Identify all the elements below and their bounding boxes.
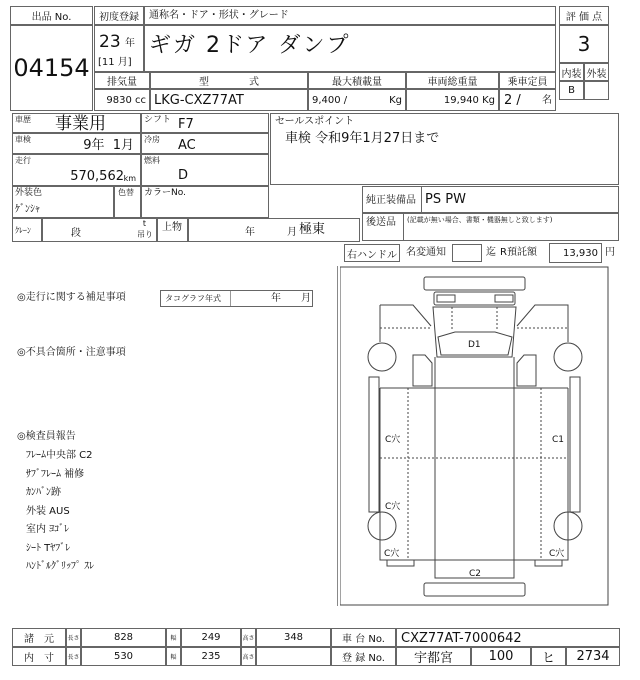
model-label: 型 式 [150,72,308,89]
crane-t: t [142,219,146,228]
body-label-cell [157,218,188,242]
recycle-label: R預託額 [500,247,537,258]
width-label: 幅 [166,628,181,647]
color-no-label: カラーNo. [144,188,186,198]
mileage-unit: km [123,174,136,183]
body-label: 上物 [162,222,182,233]
equipment-value: PS PW [425,192,466,207]
ac-label: 冷房 [144,135,160,144]
color-cell [12,186,114,218]
vehicle-name: ギガ 2ドア ダンプ [149,33,351,58]
first-reg-label: 初度登録 [94,6,144,25]
ac: AC [178,138,196,153]
displacement-label: 排気量 [94,72,150,89]
sales-point-box [270,113,619,185]
rhd-badge: 右ハンドル [344,244,400,262]
mark-left-side: C穴 [385,435,401,445]
score-label: 評 価 点 [559,6,609,25]
height-label: 高さ [241,628,256,647]
tacho-label: タコグラフ年式 [165,294,221,303]
gross-weight-cell [406,89,499,111]
interior-label: 内装 [559,63,584,81]
ac-cell [141,133,269,154]
lot-no-label: 出品 No. [10,6,93,25]
spec-width: 249 [181,628,241,647]
capacity-label: 乗車定員 [499,72,556,89]
inner-height [256,647,331,666]
mark-right-rear-corner: C穴 [549,549,565,559]
chassis-label: 車 台 No. [331,628,396,647]
exterior-grade [584,81,609,100]
first-reg-month: [11 月] [98,57,132,68]
color-change-cell [114,186,141,218]
defects-label: ◎不具合箇所・注意事項 [17,347,126,358]
equipment-label: 純正装備品 [366,195,416,206]
shift-label: シフト [144,115,172,125]
mark-windshield: D1 [468,340,481,350]
inspector-label: ◎検査員報告 [17,431,76,442]
body-maker: 極東 [299,222,326,237]
mark-left-rear: C穴 [385,502,401,512]
first-reg-cell [94,25,144,72]
crane-lift: 吊り [137,230,153,239]
model-cell [150,89,308,111]
sales-point-label: セールスポイント [275,116,355,127]
later-items-cell [362,213,619,241]
max-load: 9,400 / [312,95,348,106]
name-change-label: 名変通知 [406,247,446,258]
color-no-cell [141,186,269,218]
length-label: 長さ [66,647,81,666]
fuel-label: 燃料 [144,156,160,165]
model: LKG-CXZ77AT [154,93,244,108]
first-reg-year: 23 [99,32,121,52]
mileage-label: 走行 [15,156,31,165]
length-label: 長さ [66,628,81,647]
crane-label-cell [12,218,42,242]
name-label: 通称名・ドア・形状・グレード [149,10,289,21]
divider [421,187,422,212]
shift-cell [141,113,269,133]
crane-stage: 段 [71,228,81,239]
year-unit: 年 [125,38,135,49]
front-bumper [424,277,525,290]
right-mirror [517,355,536,386]
crane-label: ｸﾚｰﾝ [15,226,31,235]
tacho-box [160,290,313,307]
spec-height: 348 [256,628,331,647]
left-mirror [413,355,432,386]
inspection: 9年 1月 [83,138,134,153]
lot-no: 04154 [10,25,93,111]
mileage: 570,562 [70,169,124,184]
exterior-label: 外装 [584,63,609,81]
displacement: 9830 cc [106,95,146,106]
fuel: D [178,168,189,183]
left-side-rail [369,377,379,512]
reg-number: 2734 [566,647,620,666]
driving-notes-label: ◎走行に関する補足事項 [17,292,126,303]
rear-bumper [424,583,525,596]
color: ｹﾞﾝｼｬ [15,204,40,215]
gross-weight-label: 車両総重量 [406,72,499,89]
report-line: ｼｰﾄ Tﾔﾌﾞﾚ [26,542,71,554]
mark-rear: C2 [469,569,482,579]
mark-right-side: C1 [552,435,565,445]
report-line: ﾌﾚｰﾑ中央部 C2 [26,450,93,461]
chassis-no: CXZ77AT-7000642 [401,631,522,646]
inspection-label: 車検 [15,135,31,144]
reg-kana: ヒ [531,647,566,666]
spec-length: 828 [81,628,166,647]
divider [337,266,338,606]
score: 3 [559,25,609,63]
later-items-note: (記載が無い場合、書類・機器無しと致します) [407,216,553,224]
recycle-value: 13,930 [563,248,598,259]
reg-area: 宇都宮 [396,647,471,666]
name-label-cell [144,6,556,25]
wheel [368,343,396,371]
body-cell [188,218,360,242]
right-side-rail [570,377,580,512]
capacity: 2 / [504,93,521,108]
chassis-cell [396,628,620,647]
inner-length: 530 [81,647,166,666]
until-label: 迄 [486,247,496,258]
bed-center [435,357,514,578]
inspection-cell [12,133,141,154]
inspector-report [26,446,94,576]
report-line: 外装 AUS [26,505,70,517]
displacement-cell [94,89,150,111]
wheel [368,512,396,540]
tacho-year: 年 [271,293,281,304]
wheel [554,343,582,371]
color-change-label: 色替 [118,188,134,197]
equipment-cell [362,186,619,213]
max-load-label: 最大積載量 [308,72,406,89]
truck-damage-diagram [340,260,610,610]
mileage-cell [12,154,141,186]
max-load-unit: Kg [389,95,402,106]
tacho-month: 月 [301,293,311,304]
shift: F7 [178,117,194,132]
inner-label: 内 寸 [12,647,66,666]
later-items-label: 後送品 [366,217,396,228]
history: 事業用 [55,114,106,134]
body-year: 年 [245,227,255,238]
yen-label: 円 [605,247,615,258]
color-label: 外装色 [15,188,43,198]
report-line: ﾊﾝﾄﾞﾙｸﾞﾘｯﾌﾟ ｽﾚ [26,561,95,572]
body-month: 月 [287,227,297,238]
reg-label: 登 録 No. [331,647,396,666]
sales-point-text: 車検 令和9年1月27日まで [285,131,440,146]
vehicle-name-cell [144,25,556,72]
history-cell [12,113,141,133]
capacity-unit: 名 [542,95,552,106]
crane-cell [42,218,157,242]
history-label: 車歴 [15,115,31,124]
capacity-cell [499,89,556,111]
report-line: ｻﾌﾞﾌﾚｰﾑ 補修 [26,468,85,480]
width-label: 幅 [166,647,181,666]
headlight-panel [434,292,515,305]
report-line: 室内 ﾖｺﾞﾚ [26,524,70,535]
spec-label: 諸 元 [12,628,66,647]
interior-grade: B [559,81,584,100]
right-headlight [495,295,513,302]
gross-weight: 19,940 Kg [443,95,495,106]
left-headlight [437,295,455,302]
mark-left-rear-corner: C穴 [384,549,400,559]
max-load-cell [308,89,406,111]
inner-width: 235 [181,647,241,666]
report-line: ｶﾝﾊﾞﾝ跡 [26,487,61,498]
fuel-cell [141,154,269,186]
height-label: 高さ [241,647,256,666]
reg-class: 100 [471,647,531,666]
